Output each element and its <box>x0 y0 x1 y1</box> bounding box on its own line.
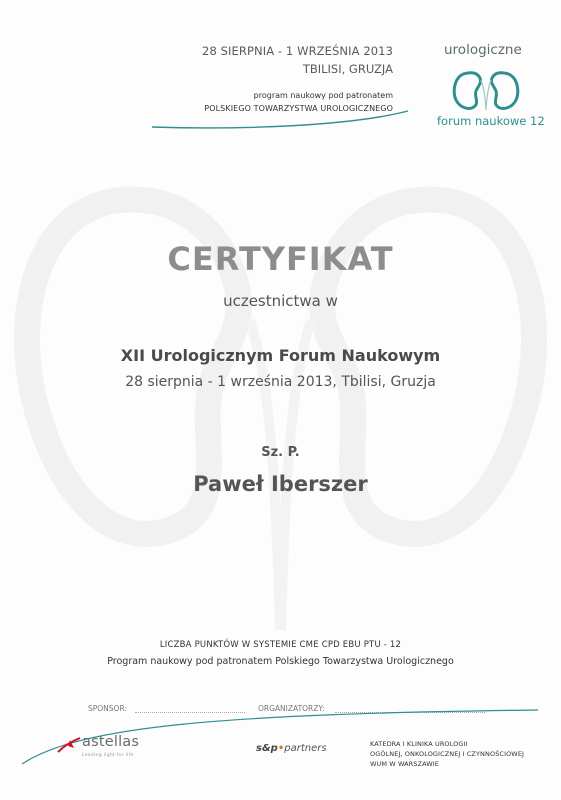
astellas-logo-icon <box>56 736 82 754</box>
sponsor-label: SPONSOR: <box>88 704 127 713</box>
agency-dot-icon: • <box>277 743 285 754</box>
cme-points: LICZBA PUNKTÓW W SYSTEMIE CME CPD EBU PTU - 12 <box>159 640 402 650</box>
logo-bottom-text: forum naukowe 12 <box>437 114 545 128</box>
salutation: Sz. P. <box>261 445 300 460</box>
certificate-title: CERTYFIKAT <box>167 240 394 278</box>
participant-name: Paweł Iberszer <box>193 472 368 496</box>
logo-top-text: urologiczne <box>444 42 522 58</box>
header-society: POLSKIEGO TOWARZYSTWA UROLOGICZNEGO <box>204 104 393 113</box>
kidney-logo-icon <box>450 70 522 112</box>
agency-logo <box>256 743 327 754</box>
certificate-subtitle: uczestnictwa w <box>223 292 338 310</box>
organizer-line-3: WUM W WARSZAWIE <box>370 760 440 768</box>
sponsor-tagline: Leading light for life <box>82 753 134 758</box>
organizer-line-1: KATEDRA I KLINIKA UROLOGII <box>370 740 468 748</box>
event-date: 28 sierpnia - 1 września 2013, Tbilisi, Gruzja <box>125 374 436 390</box>
program-patronage: Program naukowy pod patronatem Polskiego Towarzystwa Urologicznego <box>107 656 454 667</box>
organizer-line-2: OGÓLNEJ, ONKOLOGICZNEJ I CZYNNOŚCIOWEJ <box>370 750 525 758</box>
header-program: program naukowy pod patronatem <box>253 91 393 100</box>
event-name: XII Urologicznym Forum Naukowym <box>120 346 441 365</box>
header-place: TBILISI, GRUZJA <box>302 62 393 76</box>
organizers-label: ORGANIZATORZY: <box>258 704 325 713</box>
sponsor-name: astellas <box>82 734 140 750</box>
header-date: 28 SIERPNIA - 1 WRZEŚNIA 2013 <box>202 44 393 58</box>
agency-partners: partners <box>284 743 327 754</box>
header-swoosh <box>150 108 410 130</box>
agency-sp: s&p <box>256 743 278 754</box>
